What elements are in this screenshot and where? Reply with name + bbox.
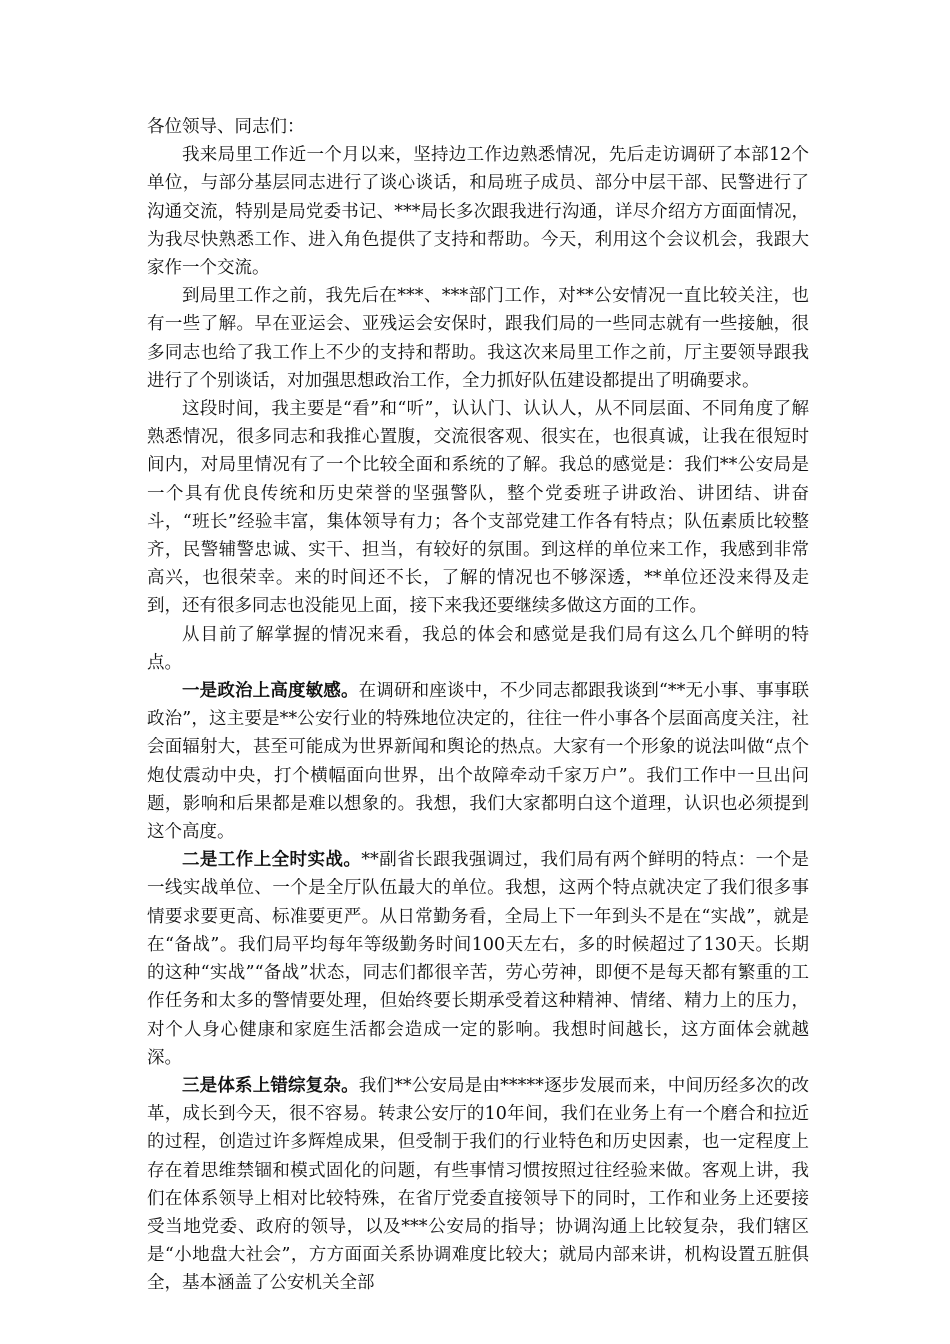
salutation: 各位领导、同志们： — [147, 117, 305, 137]
paragraph-lead-heading: 三是体系上错综复杂。 — [182, 1075, 359, 1096]
paragraph-feature-3 — [147, 1072, 809, 1298]
paragraph-text: 到局里工作之前，我先后在***、***部门工作，对**公安情况一直比较关注，也有一些了解。早在亚运会、亚残运会安保时，跟我们局的一些同志就有一些接触，很多同志也给了我工作上不少的支持和帮助。我这次来局里工作之前，厅主要领导跟我进行了个别谈话，对加强思想政治工作，全力抓好队伍建设都提出了明确要求。 — [147, 286, 809, 391]
paragraph-text: **副省长跟我强调过，我们局有两个鲜明的特点：一个是一线实战单位、一个是全厅队伍最大的单位。我想，这两个特点就决定了我们很多事情要求要更高、标准要更严。从日常勤务看，全局上下一年到头不是在“实战”，就是在“备战”。我们局平均每年等级勤务时间100天左右，多的时候超过了130天。长期的这种“实战”“备战”状态，同志们都很辛苦，劳心劳神，即便不是每天都有繁重的工作任务和太多的警情要处理，但始终要长期承受着这种精神、情绪、精力上的压力，对个人身心健康和家庭生活都会造成一定的影响。我想时间越长，这方面体会就越深。 — [147, 850, 809, 1068]
paragraph-background — [147, 282, 809, 395]
paragraph-intro — [147, 141, 809, 282]
paragraph-feature-1 — [147, 677, 809, 846]
paragraph-text: 从目前了解掌握的情况来看，我总的体会和感觉是我们局有这么几个鲜明的特点。 — [147, 624, 809, 673]
paragraph-features-intro — [147, 621, 809, 677]
paragraph-text: 这段时间，我主要是“看”和“听”，认认门、认认人，从不同层面、不同角度了解熟悉情况，很多同志和我推心置腹，交流很客观、很实在，也很真诚，让我在很短时间内，对局里情况有了一个比较全面和系统的了解。我总的感觉是：我们**公安局是一个具有优良传统和历史荣誉的坚强警队，整个党委班子讲政治、讲团结、讲奋斗，“班长”经验丰富，集体领导有力；各个支部党建工作各有特点；队伍素质比较整齐，民警辅警忠诚、实干、担当，有较好的氛围。到这样的单位来工作，我感到非常高兴，也很荣幸。来的时间还不长，了解的情况也不够深透，**单位还没来得及走到，还有很多同志也没能见上面，接下来我还要继续多做这方面的工作。 — [147, 399, 809, 617]
paragraph-feature-2 — [147, 846, 809, 1072]
paragraph-text: 在调研和座谈中，不少同志都跟我谈到“**无小事、事事联政治”，这主要是**公安行业的特殊地位决定的，往往一件小事各个层面高度关注，社会面辐射大，甚至可能成为世界新闻和舆论的热点。大家有一个形象的说法叫做“点个炮仗震动中央，打个横幅面向世界，出个故障牵动千家万户”。我们工作中一旦出问题，影响和后果都是难以想象的。我想，我们大家都明白这个道理，认识也必须提到这个高度。 — [147, 681, 810, 843]
paragraph-text: 我们**公安局是由*****逐步发展而来，中间历经多次的改革，成长到今天，很不容易。转隶公安厅的10年间，我们在业务上有一个磨合和拉近的过程，创造过许多辉煌成果，但受制于我们的行业特色和历史因素，也一定程度上存在着思维禁锢和模式固化的问题，有些事情习惯按照过往经验来做。客观上讲，我们在体系领导上相对比较特殊，在省厅党委直接领导下的同时，工作和业务上还要接受当地党委、政府的领导，以及***公安局的指导；协调沟通上比较复杂，我们辖区是“小地盘大社会”，方方面面关系协调难度比较大；就局内部来讲，机构设置五脏俱全，基本涵盖了公安机关全部 — [147, 1075, 810, 1294]
paragraph-text: 我来局里工作近一个月以来，坚持边工作边熟悉情况，先后走访调研了本部12个单位，与部分基层同志进行了谈心谈话，和局班子成员、部分中层干部、民警进行了沟通交流，特别是局党委书记、***局长多次跟我进行沟通，详尽介绍方方面面情况，为我尽快熟悉工作、进入角色提供了支持和帮助。今天，利用这个会议机会，我跟大家作一个交流。 — [147, 145, 809, 279]
paragraph-lead-heading: 二是工作上全时实战。 — [182, 850, 362, 871]
document-body — [147, 113, 809, 1298]
paragraph-impressions — [147, 395, 809, 621]
paragraph-lead-heading: 一是政治上高度敏感。 — [182, 681, 359, 702]
